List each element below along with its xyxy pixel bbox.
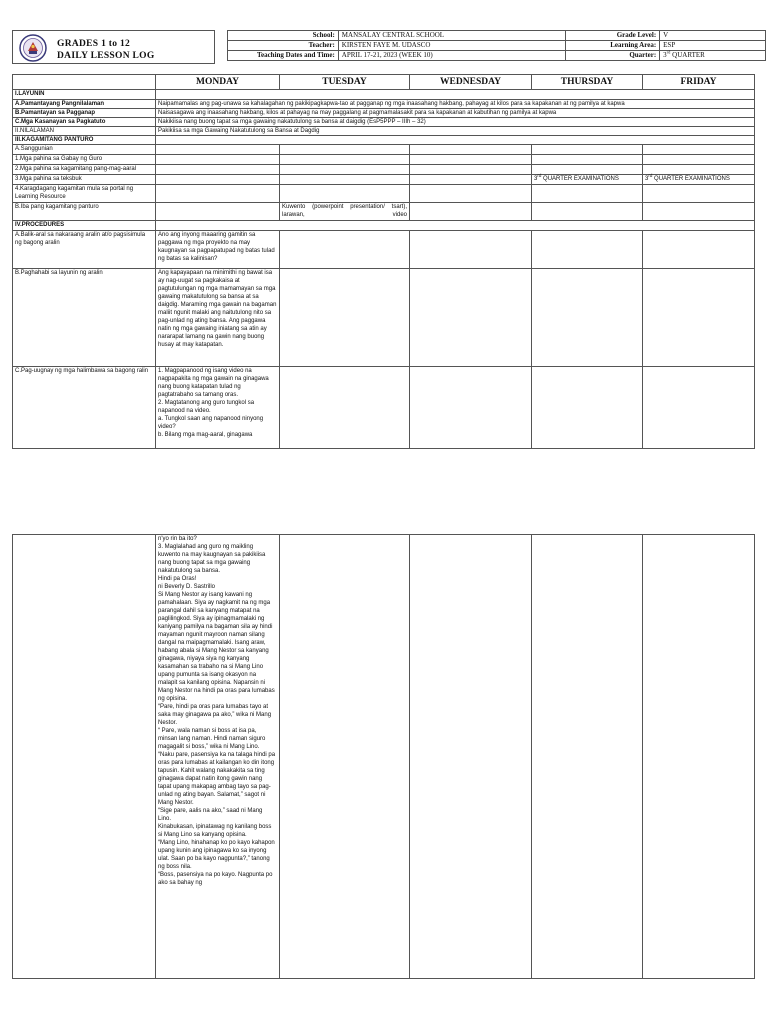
school-info-table <box>227 30 766 61</box>
page-2 <box>0 520 768 1024</box>
log-title <box>57 38 155 62</box>
day-friday: FRIDAY <box>643 75 755 90</box>
day-header-row <box>13 75 755 90</box>
pamantayan-pagganap-label: B.Pamantayan sa Pagganap <box>13 109 156 118</box>
school-value: MANSALAY CENTRAL SCHOOL <box>338 31 566 41</box>
deped-seal-icon <box>19 34 47 62</box>
karagdagang-kagamitan-label: 4.Karagdagang kagamitan mula sa portal ng Learning Resource <box>13 185 156 203</box>
paghahabi-monday: Ang kapayapaan na minimithi ng bawat isa ay nag-uugat sa pagkakaisa at pagtutulungan ng mga mamamayan sa mga gawaing makatutulong sa bansa at sa daigdig. Maraming mga gawain na bagaman maliit ngunit malaki ang naitutulong nito sa pag-unlad ng ating bansa. Ang paggawa natin ng mga gawaing iniatang sa atin ay nararapat lamang na gawin nang buong husay at may katapatan. <box>156 269 280 367</box>
learning-area-value: ESP <box>660 41 766 51</box>
kasanayan-text: Nakikiisa nang buong tapat sa mga gawaing nakatutulong sa bansa at daigdig (EsP5PPP – IIIh – 32) <box>156 118 755 127</box>
pang-mag-aaral-label: 2.Mga pahina sa kagamitang pang-mag-aaral <box>13 165 156 175</box>
teaching-dates-label: Teaching Dates and Time: <box>228 51 339 61</box>
page-1 <box>0 0 768 470</box>
grade-level-label: Grade Level: <box>566 31 660 41</box>
grades-label: GRADES 1 to 12 <box>57 39 131 49</box>
paghahabi-label: B.Paghahabi sa layunin ng aralin <box>13 269 156 367</box>
layunin-heading: I.LAYUNIN <box>13 90 156 100</box>
lesson-log-header <box>12 30 754 64</box>
balik-aral-label: A.Balik-aral sa nakaraang aralin at/o pagsisimula ng bagong aralin <box>13 231 156 269</box>
iba-pang-kagamitan-tuesday: Kuwento (powerpoint presentation/ tsart), larawan, video <box>280 203 410 221</box>
day-tuesday: TUESDAY <box>280 75 410 90</box>
pag-uugnay-monday: 1. Magpapanood ng isang video na nagpapakita ng mga gawain na ginagawa nang buong katapatan tulad ng pagtatrabaho sa tamang oras. 2. Magtatanong ang guro tungkol sa napanood na video. a. Tungkol saan ang napanood ninyong video? b. Bilang mga mag-aaral, ginagawa <box>156 367 280 449</box>
title-box <box>12 30 215 64</box>
balik-aral-monday: Ano ang inyong maaaring gamitin sa paggawa ng mga proyekto na may kaugnayan sa pagpapatupad ng batas tulad ng batas sa kalinisan? <box>156 231 280 269</box>
day-thursday: THURSDAY <box>532 75 643 90</box>
pag-uugnay-label: C.Pag-uugnay ng mga halimbawa sa bagong ralin <box>13 367 156 449</box>
school-label: School: <box>228 31 339 41</box>
nilalaman-text: Pakikiisa sa mga Gawaing Nakatutulong sa Bansa at Dagdig <box>156 127 755 136</box>
kasanayan-label: C.Mga Kasanayan sa Pagkatuto <box>13 118 156 127</box>
sanggunian-label: A.Sanggunian <box>13 145 156 155</box>
lesson-plan-table <box>12 74 755 449</box>
pamantayang-pangnilalaman-text: Naipamamalas ang pag-unawa sa kahalagahan ng pakikipagkapwa-tao at pagganap ng mga inaasahang hakbang, pahayag at kilos para sa kapakanan at ng pamilya at kapwa <box>156 100 755 109</box>
day-monday: MONDAY <box>156 75 280 90</box>
daily-lesson-log-label: DAILY LESSON LOG <box>57 51 155 61</box>
thursday-exam-note: 3rd QUARTER EXAMINATIONS <box>532 175 643 185</box>
learning-area-label: Learning Area: <box>566 41 660 51</box>
gabay-ng-guro-label: 1.Mga pahina sa Gabay ng Guro <box>13 155 156 165</box>
kagamitang-panturo-heading: III.KAGAMITANG PANTURO <box>13 136 156 145</box>
teaching-dates-value: APRIL 17-21, 2023 (WEEK 10) <box>338 51 566 61</box>
procedures-heading: IV.PROCEDURES <box>13 221 156 231</box>
grade-level-value: V <box>660 31 766 41</box>
day-wednesday: WEDNESDAY <box>410 75 532 90</box>
story-continuation-monday: n'yo rin ba ito? 3. Maglalahad ang guro ng maikling kuwento na may kaugnayan sa pakikiisa nang buong tapat sa mga gawaing nakatutulong sa bansa. Hindi pa Oras! ni Beverly D. Sastrillo Si Mang Nestor ay isang kawani ng pamahalaan. Siya ay nagkamit na ng mga parangal dahil sa kanyang matapat na paglilingkod. Siya ay ipinagmamalaki ng kaniyang pamilya na bagaman sila ay hindi mayaman ngunit mayroon naman silang dangal na maipagmamalaki. Isang araw, habang abala si Mang Nestor sa kanyang ginagawa, niyaya siya ng kanyang kasamahan sa trabaho na si Mang Lino upang pumunta sa isang okasyon na malapit sa kanilang opisina. Napansin ni Mang Nestor na hindi pa oras para lumabas ng opisina. “Pare, hindi pa oras para lumabas tayo at saka may ginagawa pa ako,” wika ni Mang Nestor. “ Pare, wala naman si boss at isa pa, minsan lang naman. Hindi naman siguro magagalit si boss,” wika ni Mang Lino. “Naku pare, pasensiya ka na talaga hindi pa oras para lumabas at kailangan ko din itong tapusin. Kahit walang nakakakita sa ting ginagawa dapat natin itong gawin nang tapat upang makapag ambag tayo sa pag-unlad ng ating bayan. Salamat,” sagot ni Mang Nestor. “Sige pare, aalis na ako,” saad ni Mang Lino. Kinabukasan, ipinatawag ng kanilang boss si Mang Lino sa kanyang opisina. “Mang Lino, hinahanap ko po kayo kahapon upang kunin ang ipinagawa ko sa inyong ulat. Saan po ba kayo nagpunta?,” tanong ng boss nila. “Boss, pasensiya na po kayo. Nagpunta po ako sa bahay ng <box>156 535 280 979</box>
pamantayang-pangnilalaman-label: A.Pamantayang Pangnilalaman <box>13 100 156 109</box>
friday-exam-note: 3rd QUARTER EXAMINATIONS <box>643 175 755 185</box>
quarter-value: 3rd QUARTER <box>660 51 766 61</box>
teksbuk-label: 3.Mga pahina sa teksbuk <box>13 175 156 185</box>
quarter-label: Quarter: <box>566 51 660 61</box>
iba-pang-kagamitan-label: B.Iba pang kagamitang panturo <box>13 203 156 221</box>
lesson-plan-table-continued <box>12 534 755 979</box>
teacher-label: Teacher: <box>228 41 339 51</box>
teacher-value: KIRSTEN FAYE M. UDASCO <box>338 41 566 51</box>
pamantayan-pagganap-text: Naisasagawa ang inaasahang hakbang, kilos at pahayag na may paggalang at pagmamalasakit para sa kapakanan at kabutihan ng pamilya at kapwa <box>156 109 755 118</box>
nilalaman-label: II.NILALAMAN <box>13 127 156 136</box>
